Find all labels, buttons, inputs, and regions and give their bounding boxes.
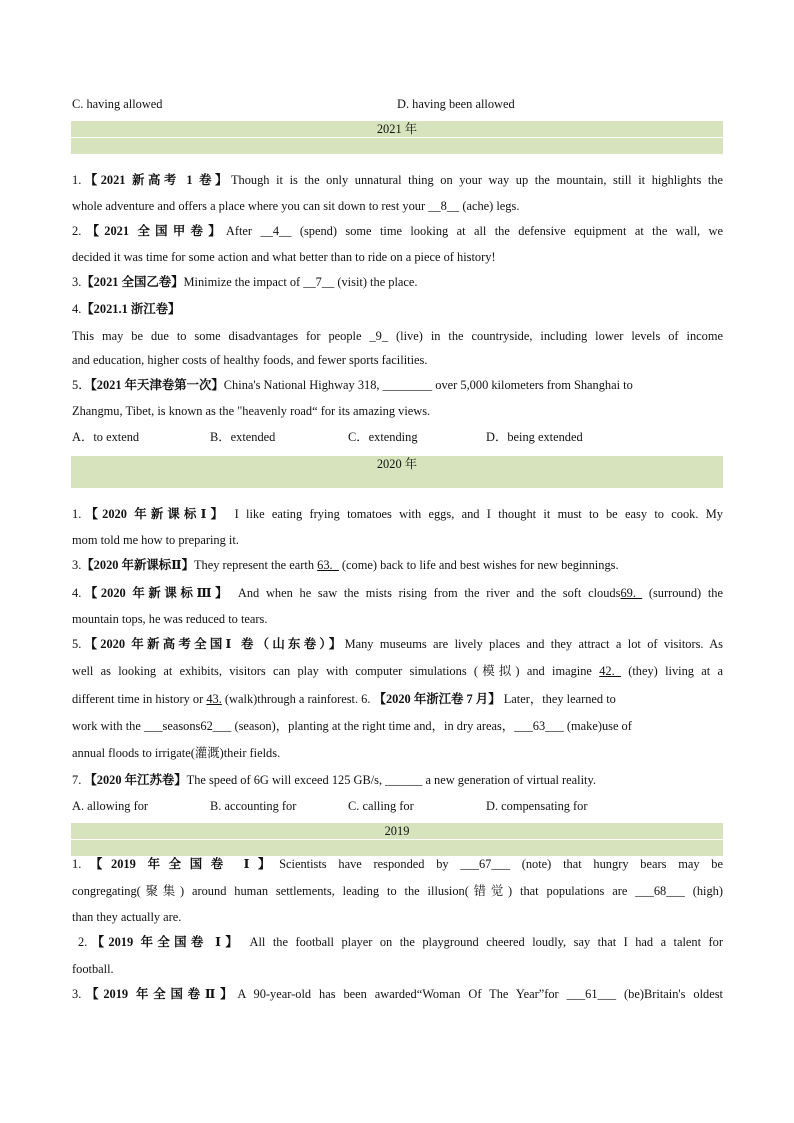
source-tag: 【2020 年新课标Ⅲ】 <box>81 586 232 600</box>
source-tag: 【2021 全国乙卷】 <box>81 275 184 289</box>
q2021-4-line2: and education, higher costs of healthy foods, and fewer sports facilities. <box>72 353 428 367</box>
q2020-4-line2: mountain tops, he was reduced to tears. <box>72 612 268 626</box>
q2021-5-option-d: D．being extended <box>486 430 583 444</box>
q2020-4-line1: 4.【2020 年新课标Ⅲ】 And when he saw the mists rising from the river and the soft clouds69._ (surround) the <box>72 586 723 600</box>
source-tag: 【2019 年全国卷 Ⅰ】 <box>87 935 243 949</box>
q2019-1-line2: congregating(聚集) around human settlements, leading to the illusion(错觉) that populations are ___68___ (high) <box>72 884 723 898</box>
q2019-2-line1: 2.【2019 年全国卷 Ⅰ】 All the football player on the playground cheered loudly, say that I had a talent for <box>78 935 723 949</box>
q2019-2-line2: football. <box>72 962 114 976</box>
section-band-2019 <box>71 840 723 856</box>
q2020-5-line4: work with the ___seasons62___ (season)，planting at the right time and，in dry areas，___63___ (make)use of <box>72 719 632 733</box>
q2020-7-option-a: A. allowing for <box>72 799 149 813</box>
section-heading-2021: 2021 年 <box>71 121 723 137</box>
q2020-1-line2: mom told me how to preparing it. <box>72 533 239 547</box>
q2020-7: 7. 【2020 年江苏卷】The speed of 6G will exceed 125 GB/s, ______ a new generation of virtual reality. <box>72 773 596 787</box>
q2019-1-line3: than they actually are. <box>72 910 182 924</box>
answer-blank: __8__ <box>428 199 460 213</box>
answer-blank: ___61___ <box>566 987 617 1001</box>
q2020-5-line3: different time in history or 43. (walk)through a rainforest. 6. 【2020 年浙江卷 7 月】 Later，they learned to <box>72 692 616 706</box>
q2020-3: 3.【2020 年新课标Ⅱ】They represent the earth 63._ (come) back to life and best wishes for new beginnings. <box>72 558 619 572</box>
q2021-2-line1: 2.【2021 全国甲卷】After __4__ (spend) some time looking at all the defensive equipment at the wall, we <box>72 224 723 238</box>
q2021-2-line2: decided it was time for some action and what better than to ride on a piece of history! <box>72 250 496 264</box>
answer-blank: 43. <box>206 692 222 706</box>
source-tag: 【2020 年新课标Ⅰ】 <box>81 507 228 521</box>
q2020-5-line5: annual floods to irrigate(灌溉)their fields. <box>72 746 281 760</box>
section-band-2020 <box>71 472 723 488</box>
option-c: C. having allowed <box>72 97 163 111</box>
answer-blank: 69._ <box>620 586 643 600</box>
q2021-3: 3.【2021 全国乙卷】Minimize the impact of __7__ (visit) the place. <box>72 275 418 289</box>
answer-blank: 63._ <box>317 558 339 572</box>
q2019-3-line1: 3.【2019 年全国卷Ⅱ】A 90-year-old has been awarded“Woman Of The Year”for ___61___ (be)Britain's oldest <box>72 987 723 1001</box>
source-tag: 【2019 年全国卷Ⅱ】 <box>81 987 238 1001</box>
source-tag: 【2020 年新课标Ⅱ】 <box>81 558 194 572</box>
source-tag: 【2020 年新高考全国Ⅰ 卷（山东卷）】 <box>81 637 345 651</box>
q2021-1-line2: whole adventure and offers a place where you can sit down to rest your __8__ (ache) legs. <box>72 199 520 213</box>
q2020-7-option-d: D. compensating for <box>486 799 588 813</box>
option-d: D. having been allowed <box>397 97 515 111</box>
answer-blank: 42._ <box>599 664 621 678</box>
answer-blank: _9_ <box>369 329 389 343</box>
answer-blank: ___67___ <box>460 857 510 871</box>
q2020-1-line1: 1.【2020 年新课标Ⅰ】 I like eating frying tomatoes with eggs, and I thought it must to be easy to cook. My <box>72 507 723 521</box>
source-tag: 【2020 年浙江卷 7 月】 <box>373 692 501 706</box>
q2021-5-option-a: A．to extend <box>72 430 140 444</box>
q2021-1-line1: 1.【2021 新高考 1 卷】Though it is the only unnatural thing on your way up the mountain, still it highlights the <box>72 173 724 187</box>
q2021-4-line1: This may be due to some disadvantages for people _9_ (live) in the countryside, including lower levels of income <box>72 329 723 343</box>
source-tag: 【2021 全国甲卷】 <box>81 224 226 238</box>
answer-blank: ___68___ <box>635 884 685 898</box>
answer-blank: __4__ <box>260 224 292 238</box>
q2021-5-option-b: B．extended <box>210 430 276 444</box>
source-tag: 【2019 年全国卷 Ⅰ】 <box>81 857 280 871</box>
source-tag: 【2021.1 浙江卷】 <box>81 302 181 316</box>
section-heading-2020: 2020 年 <box>71 456 723 472</box>
answer-blank: ___seasons62___ <box>143 719 232 733</box>
q2019-1-line1: 1.【2019 年全国卷 Ⅰ】Scientists have responded by ___67___ (note) that hungry bears may be <box>72 857 723 871</box>
q2020-5-line1: 5.【2020 年新高考全国Ⅰ 卷（山东卷）】Many museums are lively places and they attract a lot of visitors. As <box>72 637 723 651</box>
q2021-4-heading: 4.【2021.1 浙江卷】 <box>72 302 181 316</box>
q2021-5-line2: Zhangmu, Tibet, is known as the "heavenly road“ for its amazing views. <box>72 404 431 418</box>
q2021-5-line1: 5．【2021 年天津卷第一次】China's National Highway 318, ________ over 5,000 kilometers from Shanghai to <box>72 378 633 392</box>
q2020-7-option-c: C. calling for <box>348 799 414 813</box>
section-band-2021 <box>71 138 723 154</box>
q2020-5-line2: well as looking at exhibits, visitors can play with computer simulations (模拟) and imagine 42._ (they) living at a <box>72 664 723 678</box>
source-tag: 【2021 新高考 1 卷】 <box>81 173 231 187</box>
answer-blank: __7__ <box>303 275 335 289</box>
q2020-7-option-b: B. accounting for <box>210 799 297 813</box>
section-heading-2019: 2019 <box>71 823 723 839</box>
q2021-5-option-c: C．extending <box>348 430 418 444</box>
source-tag: 【2020 年江苏卷】 <box>81 773 187 787</box>
source-tag: 【2021 年天津卷第一次】 <box>90 378 224 392</box>
answer-blank: ___63___ <box>514 719 564 733</box>
